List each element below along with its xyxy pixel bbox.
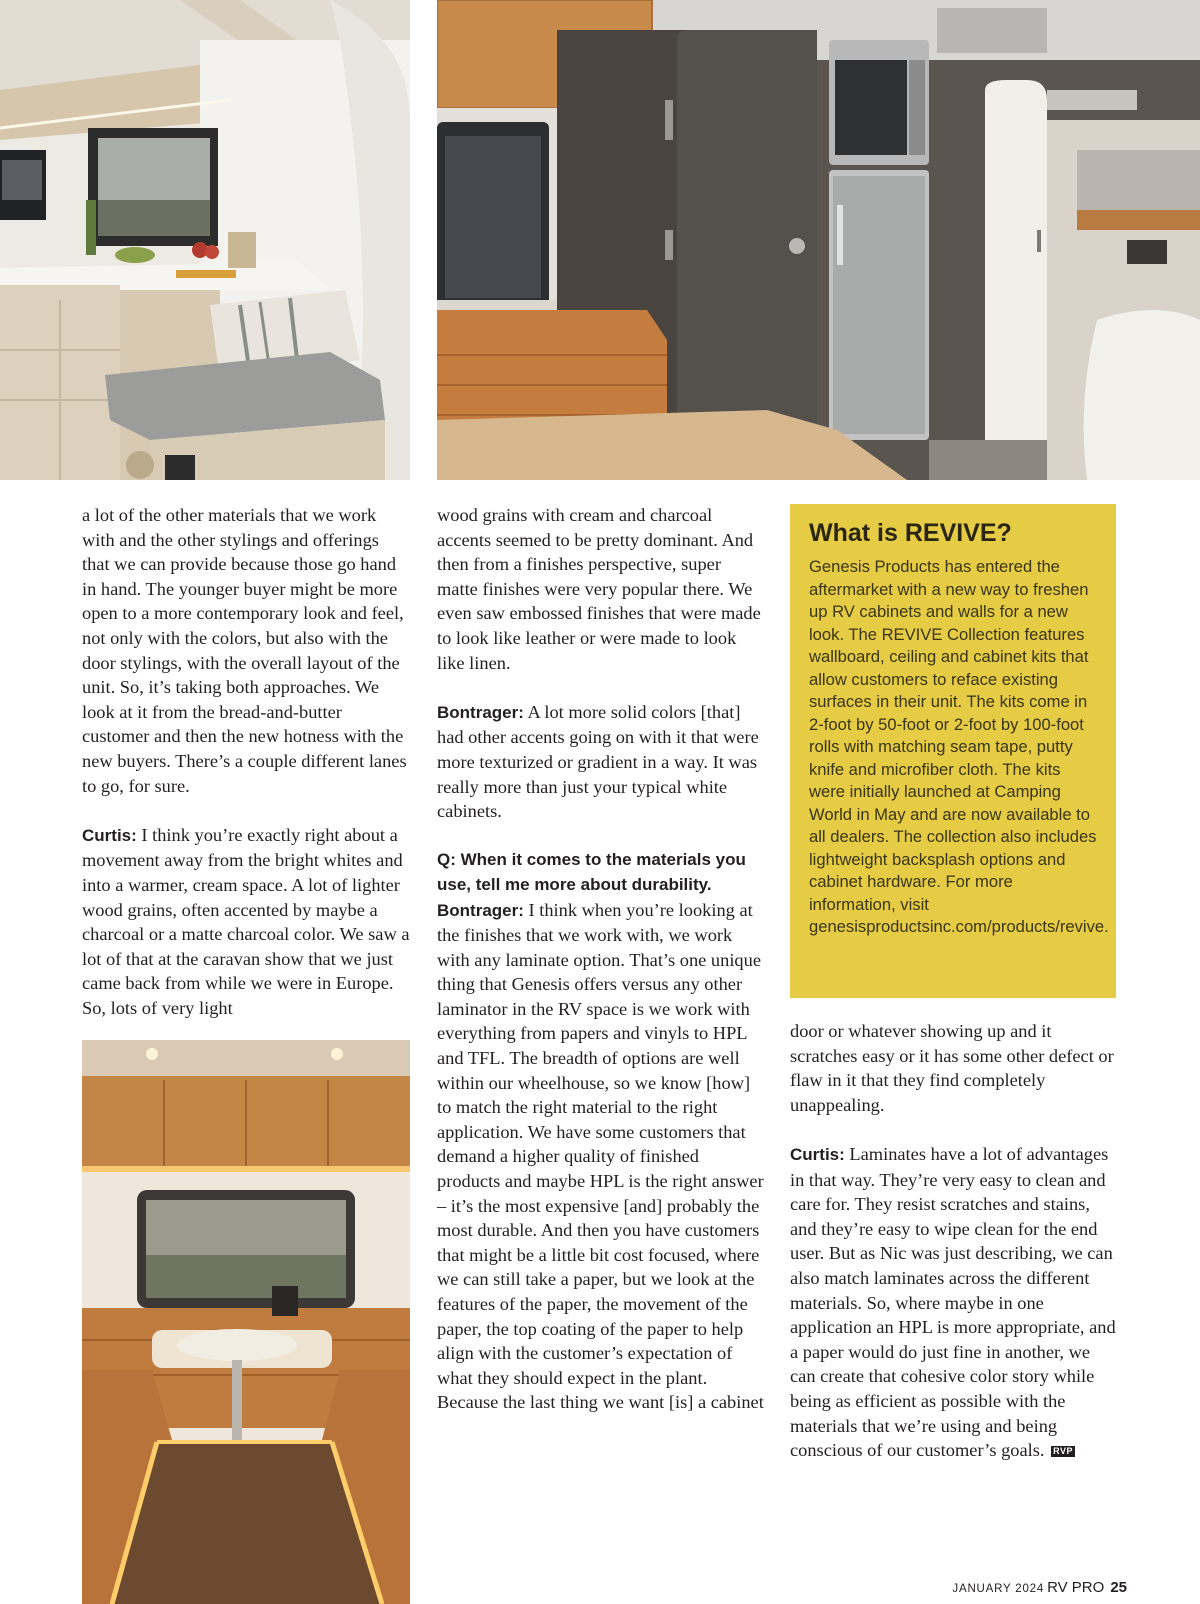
paragraph	[82, 823, 410, 1021]
paragraph-text: Laminates have a lot of advantages in that way. They’re very easy to clean and care for. They resist scratches and stains, and they’re easy to wipe clean for the end user. But as Nic was just describing, we can also match laminates across the different materials. So, where maybe in one application an HPL is more appropriate, and a paper would do just fine in another, we can create that cohesive color story while being as efficient as possible with the materials that we’re using and being conscious of our customer’s goals.	[790, 1143, 1116, 1461]
paragraph-text: I think you’re exactly right about a movement away from the bright whites and into a warmer, cream space. A lot of lighter wood grains, often accented by maybe a charcoal or a matte charcoal color. We saw a lot of that at the caravan show that we just came back from while we were in Europe. So, lots of very light	[82, 824, 410, 1018]
speaker-label: Curtis:	[790, 1144, 845, 1164]
article-column-3	[790, 1019, 1120, 1463]
rv-dinette-led-lighting-photo	[82, 1040, 410, 1604]
paragraph-text: A lot more solid colors [that] had other accents going on with it that were more texturized or gradient in a way. It was really more than just your typical white cabinets.	[437, 701, 759, 822]
article-column-1	[82, 503, 410, 1020]
rv-interior-dinette-photo	[437, 0, 1200, 480]
speaker-label: Bontrager:	[437, 702, 524, 722]
paragraph: wood grains with cream and charcoal accents seemed to be pretty dominant. And then from a finishes perspective, super matte finishes were very popular there. We even saw embossed finishes that were made to look like leather or were made to look like linen.	[437, 505, 761, 673]
paragraph: a lot of the other materials that we work with and the other stylings and offerings that we can provide because those go hand in hand. The younger buyer might be more open to a more contemporary look and feel, not only with the colors, but also with the door stylings, with the overall layout of the unit. So, it’s taking both approaches. We look at it from the bread-and-butter customer and then the new hotness with the new buyers. There’s a couple different lanes to go, for sure.	[82, 505, 407, 796]
paragraph	[437, 898, 765, 1415]
speaker-label: Curtis:	[82, 825, 137, 845]
paragraph	[437, 700, 765, 824]
paragraph-text: I think when you’re looking at the finishes that we work with, we work with any laminate option. That’s one unique thing that Genesis offers versus any other laminator in the RV space is we work with everything from papers and vinyls to HPL and TFL. The breadth of options are well within our wheelhouse, so we know [how] to match the right material to the right application. We have some customers that demand a higher quality of finished products and maybe HPL is the right answer – it’s the most expensive [and] probably the most durable. And then you have customers that might be a little bit cost focused, where we can still take a paper, but we look at the features of the paper, the movement of the paper, the top coating of the paper to help align with the customer’s expectation of what they should expect in the plant. Because the last thing we want [is] a cabinet	[437, 899, 764, 1413]
magazine-name: RV PRO	[1047, 1579, 1105, 1596]
paragraph: door or whatever showing up and it scratches easy or it has some other defect or flaw in it that they find completely unappealing.	[790, 1021, 1114, 1115]
speaker-label: Bontrager:	[437, 900, 524, 920]
page-footer	[952, 1579, 1127, 1597]
sidebar-title: What is REVIVE?	[809, 519, 1012, 547]
revive-sidebar	[790, 504, 1116, 998]
paragraph	[790, 1142, 1120, 1463]
kitchen-galley-photo	[0, 0, 410, 480]
article-column-2	[437, 503, 765, 1415]
page-number: 25	[1110, 1579, 1127, 1596]
rvp-end-mark: RVP	[1053, 1446, 1073, 1457]
interview-question: Q: When it comes to the materials you use, tell me more about durability.	[437, 850, 746, 894]
sidebar-body: Genesis Products has entered the aftermarket with a new way to freshen up RV cabinets and walls for a new look. The REVIVE Collection features wallboard, ceiling and cabinet kits that allow customers to reface existing surfaces in their unit. The kits come in 2-foot by 50-foot or 2-foot by 100-foot rolls with matching seam tape, putty knife and microfiber cloth. The kits were initially launched at Camping World in May and are now available to all dealers. The collection also includes lightweight backsplash options and cabinet hardware. For more information, visit genesisproductsinc.com/products/revive.	[809, 557, 1109, 936]
issue-date: JANUARY 2024	[952, 1583, 1045, 1595]
